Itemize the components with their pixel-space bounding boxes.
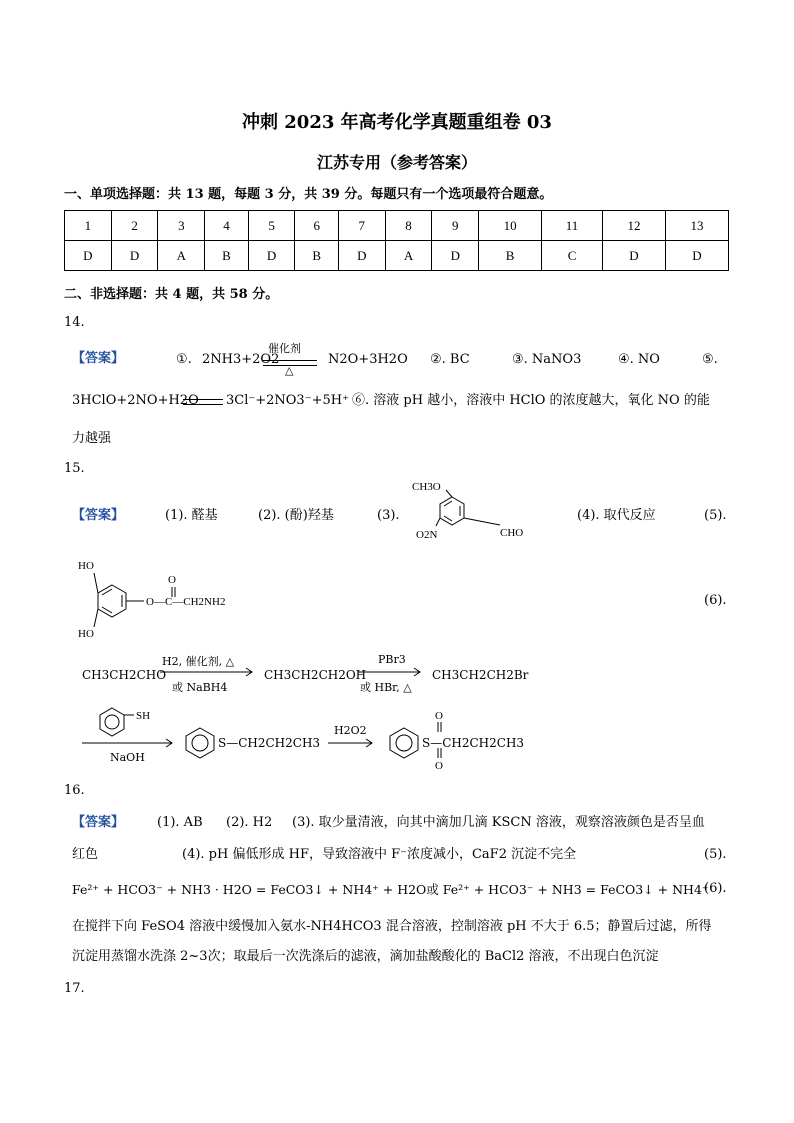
table-cell: 11 bbox=[542, 211, 603, 241]
route-cond-2-top: PBr3 bbox=[378, 653, 406, 666]
q15-och3-label: CH3O bbox=[412, 481, 441, 493]
q15-carbonyl-o: O bbox=[168, 574, 176, 586]
q14-eq5-right: 3Cl⁻+2NO3⁻+5H⁺ bbox=[226, 393, 349, 408]
route-product-2: CH3CH2CH2OH bbox=[264, 668, 367, 682]
table-cell: D bbox=[111, 241, 158, 271]
route-cond-1-top: H2, 催化剂, △ bbox=[162, 655, 235, 668]
table-cell: 6 bbox=[295, 211, 339, 241]
route-reactant-1: CH3CH2CHO bbox=[82, 668, 167, 682]
answer-table bbox=[64, 210, 729, 271]
table-cell: 2 bbox=[111, 211, 158, 241]
table-cell: A bbox=[385, 241, 432, 271]
q16-part5-label: (5). bbox=[704, 847, 727, 862]
q14-eq1-left: 2NH3+2O2 bbox=[202, 352, 280, 367]
q14-catalyst: 催化剂 bbox=[268, 342, 301, 355]
table-cell: D bbox=[338, 241, 385, 271]
q14-eq5-left: 3HClO+2NO+H2O bbox=[72, 393, 199, 408]
table-cell: 10 bbox=[479, 211, 542, 241]
table-cell: 3 bbox=[158, 211, 205, 241]
q15-part1: (1). 醛基 bbox=[165, 508, 218, 523]
question-16-number: 16. bbox=[64, 783, 85, 798]
table-cell: 12 bbox=[602, 211, 665, 241]
table-cell: B bbox=[479, 241, 542, 271]
table-cell: D bbox=[65, 241, 112, 271]
page-title: 冲刺 2023 年高考化学真题重组卷 03 bbox=[242, 112, 552, 133]
route-product-3: CH3CH2CH2Br bbox=[432, 668, 529, 682]
route-cond-4-top: H2O2 bbox=[334, 724, 367, 737]
route-arrow-1 bbox=[160, 667, 256, 677]
table-cell: D bbox=[602, 241, 665, 271]
table-row-answers bbox=[65, 241, 729, 271]
route-product-4: S—CH2CH2CH3 bbox=[218, 736, 321, 750]
q14-part4: ④. NO bbox=[618, 352, 660, 367]
section-1-heading: 一、单项选择题：共 13 题，每题 3 分，共 39 分。每题只有一个选项最符合题意。 bbox=[64, 187, 553, 202]
thiophenol-sh-label: SH bbox=[136, 710, 151, 722]
q16-part5-equation: Fe²⁺ + HCO3⁻ + NH3 · H2O = FeCO3↓ + NH4⁺ + H2O或 Fe²⁺ + HCO3⁻ + NH3 = FeCO3↓ + NH4⁺ bbox=[72, 882, 709, 897]
benzene-ring-2 bbox=[384, 726, 424, 760]
table-cell: 5 bbox=[248, 211, 295, 241]
route-arrow-3 bbox=[82, 738, 176, 748]
question-17-number: 17. bbox=[64, 981, 85, 996]
q14-heat: △ bbox=[285, 364, 294, 377]
q16-part2: (2). H2 bbox=[226, 815, 273, 830]
q15-ho-bottom: HO bbox=[78, 628, 94, 640]
q14-part6: ⑥. 溶液 pH 越小，溶液中 HClO 的浓度越大，氧化 NO 的能 bbox=[352, 393, 710, 408]
q15-ho-top: HO bbox=[78, 560, 94, 572]
q14-part2: ②. BC bbox=[430, 352, 470, 367]
q15-part6-label: (6). bbox=[704, 593, 727, 608]
q15-side-chain: O—C—CH2NH2 bbox=[146, 596, 226, 608]
route-arrow-2 bbox=[358, 667, 424, 677]
table-cell: D bbox=[248, 241, 295, 271]
q15-structure-3 bbox=[400, 480, 560, 548]
q16-part3: (3). 取少量清液，向其中滴加几滴 KSCN 溶液，观察溶液颜色是否呈血 bbox=[292, 815, 705, 830]
table-cell: 9 bbox=[432, 211, 479, 241]
q14-part5-label: ⑤. bbox=[702, 352, 718, 367]
table-cell: 1 bbox=[65, 211, 112, 241]
table-cell: D bbox=[665, 241, 728, 271]
table-cell: C bbox=[542, 241, 603, 271]
table-cell: B bbox=[295, 241, 339, 271]
route-cond-2-bottom: 或 HBr, △ bbox=[360, 681, 412, 694]
q16-part6-line2: 沉淀用蒸馏水洗涤 2~3次；取最后一次洗涤后的滤液，滴加盐酸酸化的 BaCl2 溶液，不出现白色沉淀 bbox=[72, 949, 659, 964]
q16-answer-tag: 【答案】 bbox=[72, 815, 125, 830]
benzene-ring-1 bbox=[180, 726, 220, 760]
q15-part2: (2). (酚)羟基 bbox=[258, 508, 334, 523]
q15-structure-5 bbox=[74, 555, 254, 643]
table-cell: B bbox=[205, 241, 249, 271]
q15-part3-label: (3). bbox=[377, 508, 400, 523]
page-subtitle: 江苏专用（参考答案） bbox=[316, 153, 477, 172]
sulfonyl-o-top: O bbox=[435, 710, 443, 722]
q16-part4: (4). pH 偏低形成 HF，导致溶液中 F⁻浓度减小，CaF2 沉淀不完全 bbox=[182, 847, 577, 862]
route-cond-1-bottom: 或 NaBH4 bbox=[172, 681, 228, 694]
table-cell: D bbox=[432, 241, 479, 271]
sulfonyl-o-bottom: O bbox=[435, 760, 443, 772]
table-cell: 8 bbox=[385, 211, 432, 241]
q14-part6-continued: 力越强 bbox=[72, 431, 112, 446]
q15-part5-label: (5). bbox=[704, 508, 727, 523]
q14-part1-label: ①. bbox=[176, 352, 192, 367]
q16-part6-label: (6). bbox=[704, 881, 727, 896]
q15-part4: (4). 取代反应 bbox=[577, 508, 656, 523]
q14-eq5-equals bbox=[183, 399, 223, 405]
q16-part1: (1). AB bbox=[157, 815, 203, 830]
q14-part3: ③. NaNO3 bbox=[512, 352, 582, 367]
q15-no2-label: O2N bbox=[416, 529, 438, 541]
route-product-5: S—CH2CH2CH3 bbox=[422, 736, 525, 750]
question-15-number: 15. bbox=[64, 461, 85, 476]
table-cell: 4 bbox=[205, 211, 249, 241]
q14-answer-tag: 【答案】 bbox=[72, 351, 125, 366]
q15-cho-label: CHO bbox=[500, 527, 524, 539]
q15-answer-tag: 【答案】 bbox=[72, 508, 125, 523]
table-row-numbers bbox=[65, 211, 729, 241]
route-cond-3-bottom: NaOH bbox=[110, 751, 145, 764]
table-cell: A bbox=[158, 241, 205, 271]
question-14-number: 14. bbox=[64, 315, 85, 330]
table-cell: 13 bbox=[665, 211, 728, 241]
q16-part6-line1: 在搅拌下向 FeSO4 溶液中缓慢加入氨水-NH4HCO3 混合溶液，控制溶液 pH 不大于 6.5；静置后过滤，所得 bbox=[72, 919, 712, 934]
route-arrow-4 bbox=[328, 738, 376, 748]
q16-part3-continued: 红色 bbox=[72, 847, 99, 862]
section-2-heading: 二、非选择题：共 4 题，共 58 分。 bbox=[64, 287, 279, 302]
q14-eq1-right: N2O+3H2O bbox=[328, 352, 408, 367]
table-cell: 7 bbox=[338, 211, 385, 241]
